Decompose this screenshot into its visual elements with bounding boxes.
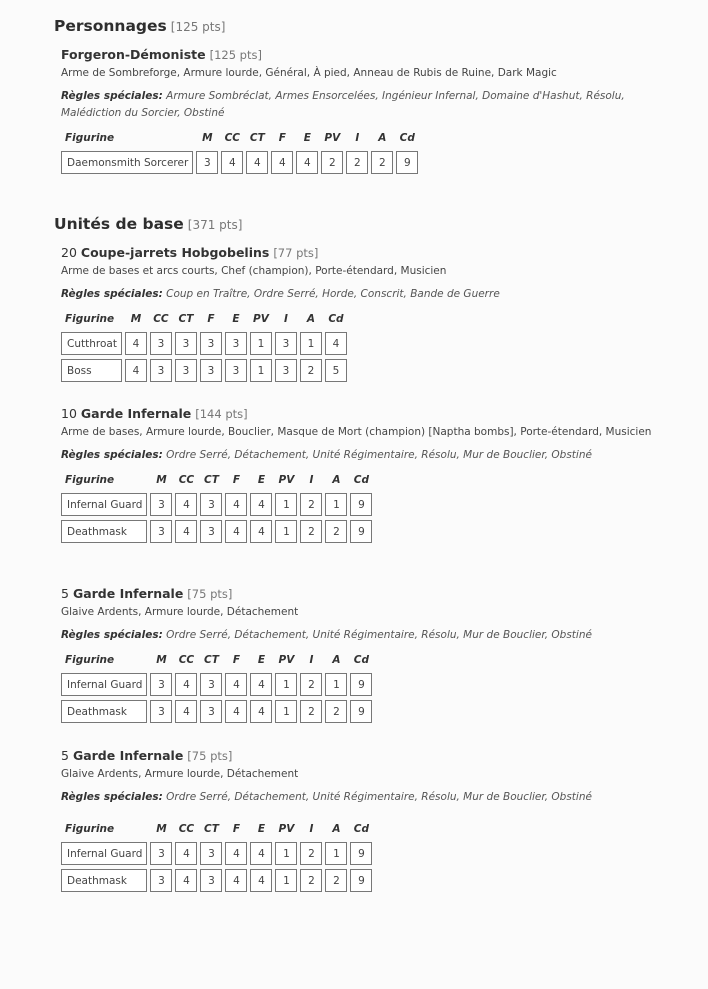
stat-cell: 4 [125,359,147,382]
stat-cell: 4 [225,842,247,865]
stats-header-cell: M [156,654,167,666]
stats-row [61,359,347,382]
stats-row [61,493,372,516]
stats-header-cell: F [232,474,241,486]
stat-cell: 2 [346,151,368,174]
stats-table [58,818,375,896]
stat-cell: 3 [150,493,172,516]
stat-cell: 9 [396,151,418,174]
stats-header-cell: I [355,132,360,144]
stats-header-cell: Figurine [65,313,115,325]
stats-header-cell: CC [224,132,240,144]
unit-special-rules: Règles spéciales: Armure Sombréclat, Armes Ensorcelées, Ingénieur Infernal, Domaine d'Hashut, Résolu, Malédiction du Sorcier, Obstiné [61,90,625,119]
stat-cell: 4 [225,673,247,696]
stat-cell: 3 [150,520,172,543]
stats-header-cell: CT [203,823,219,835]
stat-cell: 9 [350,869,372,892]
stat-cell: 2 [300,673,322,696]
unit-header [61,46,684,64]
unit-equipment: Glaive Ardents, Armure lourde, Détachement [61,768,299,780]
figure-name-cell: Deathmask [61,869,147,892]
stat-cell: 4 [175,842,197,865]
stat-cell: 9 [350,673,372,696]
unit-quantity: 10 [61,406,77,421]
stats-header-cell: M [156,823,167,835]
stats-header-cell: CC [178,474,195,486]
stat-cell: 2 [300,842,322,865]
stats-header-cell: F [207,313,215,325]
unit-garde-infernale-5a [61,585,684,727]
stats-row [61,332,347,355]
stats-header-cell: E [303,132,311,144]
stat-cell: 4 [125,332,147,355]
stats-header-cell: A [378,132,387,144]
unit-quantity: 20 [61,245,77,260]
stat-cell: 5 [325,359,347,382]
unit-garde-infernale-10 [61,405,684,547]
stats-header-cell: CT [178,313,194,325]
stats-header-cell: A [332,474,341,486]
stats-header-cell: PV [278,823,295,835]
stats-row [61,673,372,696]
stats-table [58,469,375,547]
stat-cell: 3 [225,359,247,382]
stat-cell: 1 [325,493,347,516]
figure-name-cell: Cutthroat [61,332,122,355]
stats-header-row [61,473,372,489]
stats-header-cell: Cd [399,132,415,144]
stat-cell: 1 [275,493,297,516]
stat-cell: 2 [300,493,322,516]
stat-cell: 3 [225,332,247,355]
section-points: [371 pts] [187,218,243,232]
stat-cell: 4 [175,520,197,543]
stat-cell: 1 [275,520,297,543]
stats-header-cell: CT [249,132,265,144]
stats-header-cell: Cd [353,823,370,835]
stats-header-row [61,653,372,669]
stats-header-cell: CC [153,313,169,325]
stat-cell: 3 [150,359,172,382]
stat-cell: 4 [175,700,197,723]
stats-header-cell: A [306,313,315,325]
figure-name-cell: Boss [61,359,122,382]
stat-cell: 3 [200,869,222,892]
unit-special-rules: Règles spéciales: Ordre Serré, Détachement, Unité Régimentaire, Résolu, Mur de Bouclier, Obstiné [61,791,592,803]
stats-row [61,869,372,892]
stat-cell: 9 [350,700,372,723]
unit-points: [125 pts] [209,48,262,62]
stat-cell: 3 [200,493,222,516]
figure-name-cell: Infernal Guard [61,842,147,865]
unit-special-rules: Règles spéciales: Coup en Traître, Ordre Serré, Horde, Conscrit, Bande de Guerre [61,288,500,300]
stat-cell: 3 [150,700,172,723]
stats-header-cell: F [232,823,241,835]
stat-cell: 4 [175,493,197,516]
stats-header-cell: F [278,132,286,144]
stat-cell: 4 [296,151,318,174]
stat-cell: 1 [275,673,297,696]
stat-cell: 4 [250,842,272,865]
stat-cell: 3 [150,842,172,865]
stats-table [58,308,350,386]
stat-cell: 1 [325,842,347,865]
stat-cell: 3 [275,332,297,355]
unit-special-rules: Règles spéciales: Ordre Serré, Détachement, Unité Régimentaire, Résolu, Mur de Bouclier, Obstiné [61,629,592,641]
stat-cell: 9 [350,842,372,865]
stat-cell: 3 [196,151,218,174]
section-points: [125 pts] [170,20,226,34]
unit-equipment: Arme de Sombreforge, Armure lourde, Général, À pied, Anneau de Rubis de Ruine, Dark Magic [61,67,557,79]
stat-cell: 3 [200,359,222,382]
stat-cell: 9 [350,520,372,543]
stat-cell: 2 [300,359,322,382]
stats-header-cell: I [309,823,314,835]
stat-cell: 1 [325,673,347,696]
stats-header-cell: CC [178,654,195,666]
unit-quantity: 5 [61,586,69,601]
stats-header-cell: E [257,823,266,835]
stats-header-cell: M [156,474,167,486]
stats-header-cell: M [202,132,213,144]
stat-cell: 1 [275,842,297,865]
stats-header-cell: Cd [353,654,370,666]
stat-cell: 4 [175,673,197,696]
unit-coupe-jarrets [61,244,684,386]
unit-header [61,405,684,423]
stats-header-cell: CT [203,474,219,486]
unit-equipment: Arme de bases et arcs courts, Chef (champion), Porte-étendard, Musicien [61,265,447,277]
unit-header [61,585,684,603]
stat-cell: 3 [275,359,297,382]
stats-header-cell: CT [203,654,219,666]
stat-cell: 2 [325,520,347,543]
stat-cell: 4 [271,151,293,174]
stats-row [61,520,372,543]
unit-points: [75 pts] [187,587,233,601]
stat-cell: 1 [300,332,322,355]
stats-header-cell: E [257,474,266,486]
stat-cell: 3 [200,842,222,865]
stats-row [61,842,372,865]
stats-row [61,700,372,723]
stat-cell: 4 [225,520,247,543]
stat-cell: 4 [221,151,243,174]
stats-header-cell: E [257,654,266,666]
unit-name: Garde Infernale [72,586,184,601]
stat-cell: 3 [175,359,197,382]
stats-header-cell: PV [278,474,295,486]
stats-header-cell: A [332,654,341,666]
stat-cell: 2 [371,151,393,174]
stats-header-cell: PV [253,313,269,325]
stat-cell: 1 [275,700,297,723]
stats-header-cell: Figurine [65,132,115,144]
stat-cell: 2 [300,520,322,543]
unit-points: [144 pts] [195,407,248,421]
stat-cell: 3 [200,332,222,355]
stat-cell: 1 [250,359,272,382]
section-title: Unités de base [371 pts] [54,215,243,233]
stats-header-cell: PV [278,654,295,666]
stat-cell: 4 [250,869,272,892]
stats-table [58,127,421,178]
stat-cell: 1 [275,869,297,892]
unit-forgeron-demoniste [61,46,684,178]
stat-cell: 4 [250,673,272,696]
stat-cell: 4 [250,493,272,516]
unit-points: [77 pts] [273,246,319,260]
stats-header-cell: Figurine [65,823,115,835]
unit-name: Garde Infernale [80,406,192,421]
stat-cell: 2 [325,700,347,723]
stats-header-cell: Figurine [65,654,115,666]
figure-name-cell: Infernal Guard [61,493,147,516]
stat-cell: 3 [150,869,172,892]
section-personnages [54,16,688,37]
unit-name: Forgeron-Démoniste [61,47,206,62]
stat-cell: 3 [150,332,172,355]
stat-cell: 4 [225,869,247,892]
stat-cell: 2 [321,151,343,174]
stats-header-cell: Figurine [65,474,115,486]
stat-cell: 3 [200,700,222,723]
unit-equipment: Arme de bases, Armure lourde, Bouclier, Masque de Mort (champion) [Naptha bombs], Porte-étendard, Musicien [61,426,652,438]
stat-cell: 3 [175,332,197,355]
stat-cell: 4 [250,520,272,543]
stat-cell: 4 [175,869,197,892]
unit-quantity: 5 [61,748,69,763]
stats-header-cell: CC [178,823,195,835]
stat-cell: 4 [225,700,247,723]
stat-cell: 3 [150,673,172,696]
unit-equipment: Glaive Ardents, Armure lourde, Détachement [61,606,299,618]
stats-header-cell: Cd [353,474,370,486]
stats-header-cell: E [232,313,240,325]
stat-cell: 1 [250,332,272,355]
stat-cell: 3 [200,520,222,543]
stat-cell: 2 [300,700,322,723]
stats-header-cell: I [309,654,314,666]
stat-cell: 4 [246,151,268,174]
unit-name: Garde Infernale [72,748,184,763]
unit-points: [75 pts] [187,749,233,763]
stats-header-cell: I [283,313,288,325]
figure-name-cell: Daemonsmith Sorcerer [61,151,193,174]
stats-header-cell: PV [324,132,341,144]
stats-table [58,649,375,727]
stats-header-cell: Cd [328,313,344,325]
unit-garde-infernale-5b [61,747,684,896]
stat-cell: 2 [300,869,322,892]
unit-header [61,244,684,262]
figure-name-cell: Deathmask [61,520,147,543]
stats-header-cell: M [130,313,142,325]
stat-cell: 3 [200,673,222,696]
stat-cell: 4 [225,493,247,516]
stats-header-cell: I [309,474,314,486]
stats-header-row [61,312,347,328]
stat-cell: 4 [325,332,347,355]
stats-header-cell: A [332,823,341,835]
figure-name-cell: Infernal Guard [61,673,147,696]
unit-header [61,747,684,765]
unit-special-rules: Règles spéciales: Ordre Serré, Détachement, Unité Régimentaire, Résolu, Mur de Bouclier, Obstiné [61,449,592,461]
figure-name-cell: Deathmask [61,700,147,723]
stats-header-row [61,131,418,147]
section-title: Personnages [125 pts] [54,17,226,35]
unit-name: Coupe-jarrets Hobgobelins [80,245,270,260]
section-unites-de-base [54,214,688,235]
stats-header-row [61,822,372,838]
stat-cell: 4 [250,700,272,723]
stats-row [61,151,418,174]
stat-cell: 2 [325,869,347,892]
stat-cell: 9 [350,493,372,516]
stats-header-cell: F [232,654,241,666]
